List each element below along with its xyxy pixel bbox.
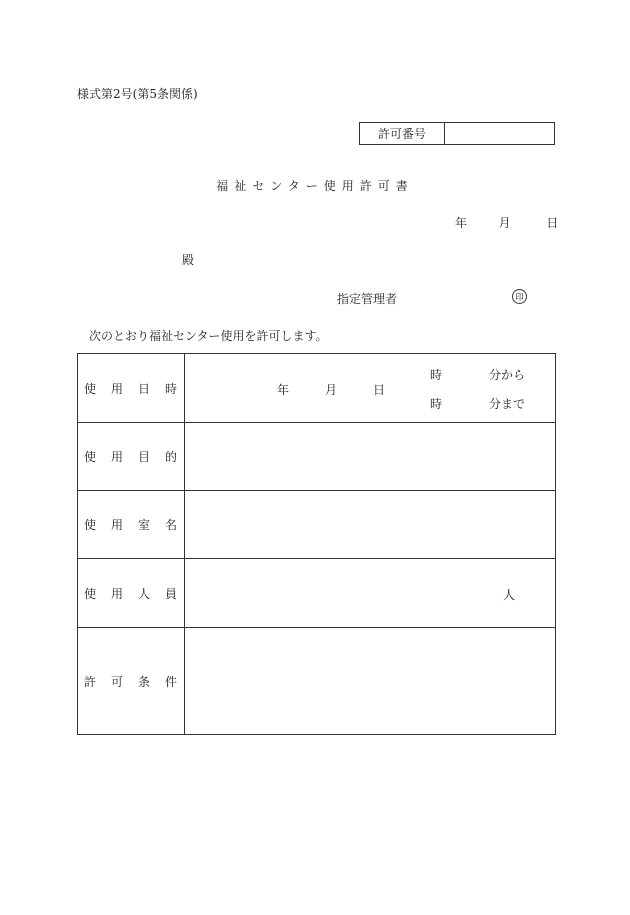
permit-number-box [359, 122, 555, 145]
intro-text: 次のとおり福祉センター使用を許可します。 [89, 329, 328, 343]
permit-number-label: 許可番号 [360, 123, 445, 144]
header-attendees [78, 559, 185, 628]
start-minute-unit: 分から [489, 368, 526, 382]
header-label-attendees: 使 用 人 員 [84, 586, 177, 601]
header-label-usage-purpose: 使 用 目 的 [84, 450, 177, 464]
permit-table [77, 353, 556, 735]
date-month-unit: 月 [498, 216, 511, 230]
row-usage-datetime [78, 354, 556, 423]
start-hour-unit: 時 [430, 368, 443, 382]
cell-usage-purpose[interactable] [185, 423, 556, 491]
permit-number-field[interactable] [445, 123, 554, 144]
document-title: 福祉センター使用許可書 [216, 179, 414, 193]
date-year-unit: 年 [455, 216, 468, 230]
cell-conditions[interactable] [185, 628, 556, 735]
manager-label: 指定管理者 [337, 292, 398, 306]
cell-usage-datetime[interactable] [185, 354, 556, 423]
header-label-conditions: 許 可 条 件 [84, 674, 177, 689]
seal-mark: 印 [512, 289, 527, 304]
day-unit: 日 [373, 383, 386, 397]
cell-room-name[interactable] [185, 491, 556, 559]
row-conditions [78, 628, 556, 735]
end-minute-unit: 分まで [489, 397, 526, 411]
addressee-suffix: 殿 [182, 253, 195, 267]
header-usage-purpose [78, 423, 185, 491]
end-hour-unit: 時 [430, 397, 443, 411]
header-usage-datetime [78, 354, 185, 423]
date-day-unit: 日 [546, 216, 559, 230]
form-number: 様式第2号(第5条関係) [77, 87, 198, 101]
header-conditions [78, 628, 185, 735]
row-usage-purpose [78, 423, 556, 491]
row-attendees [78, 559, 556, 628]
header-room-name [78, 491, 185, 559]
row-room-name [78, 491, 556, 559]
person-unit: 人 [503, 588, 516, 602]
header-label-usage-datetime: 使 用 日 時 [84, 381, 177, 396]
header-label-room-name: 使 用 室 名 [84, 518, 177, 532]
cell-attendees[interactable] [185, 559, 556, 628]
month-unit: 月 [325, 383, 338, 397]
year-unit: 年 [277, 383, 290, 397]
issue-date [455, 214, 558, 231]
